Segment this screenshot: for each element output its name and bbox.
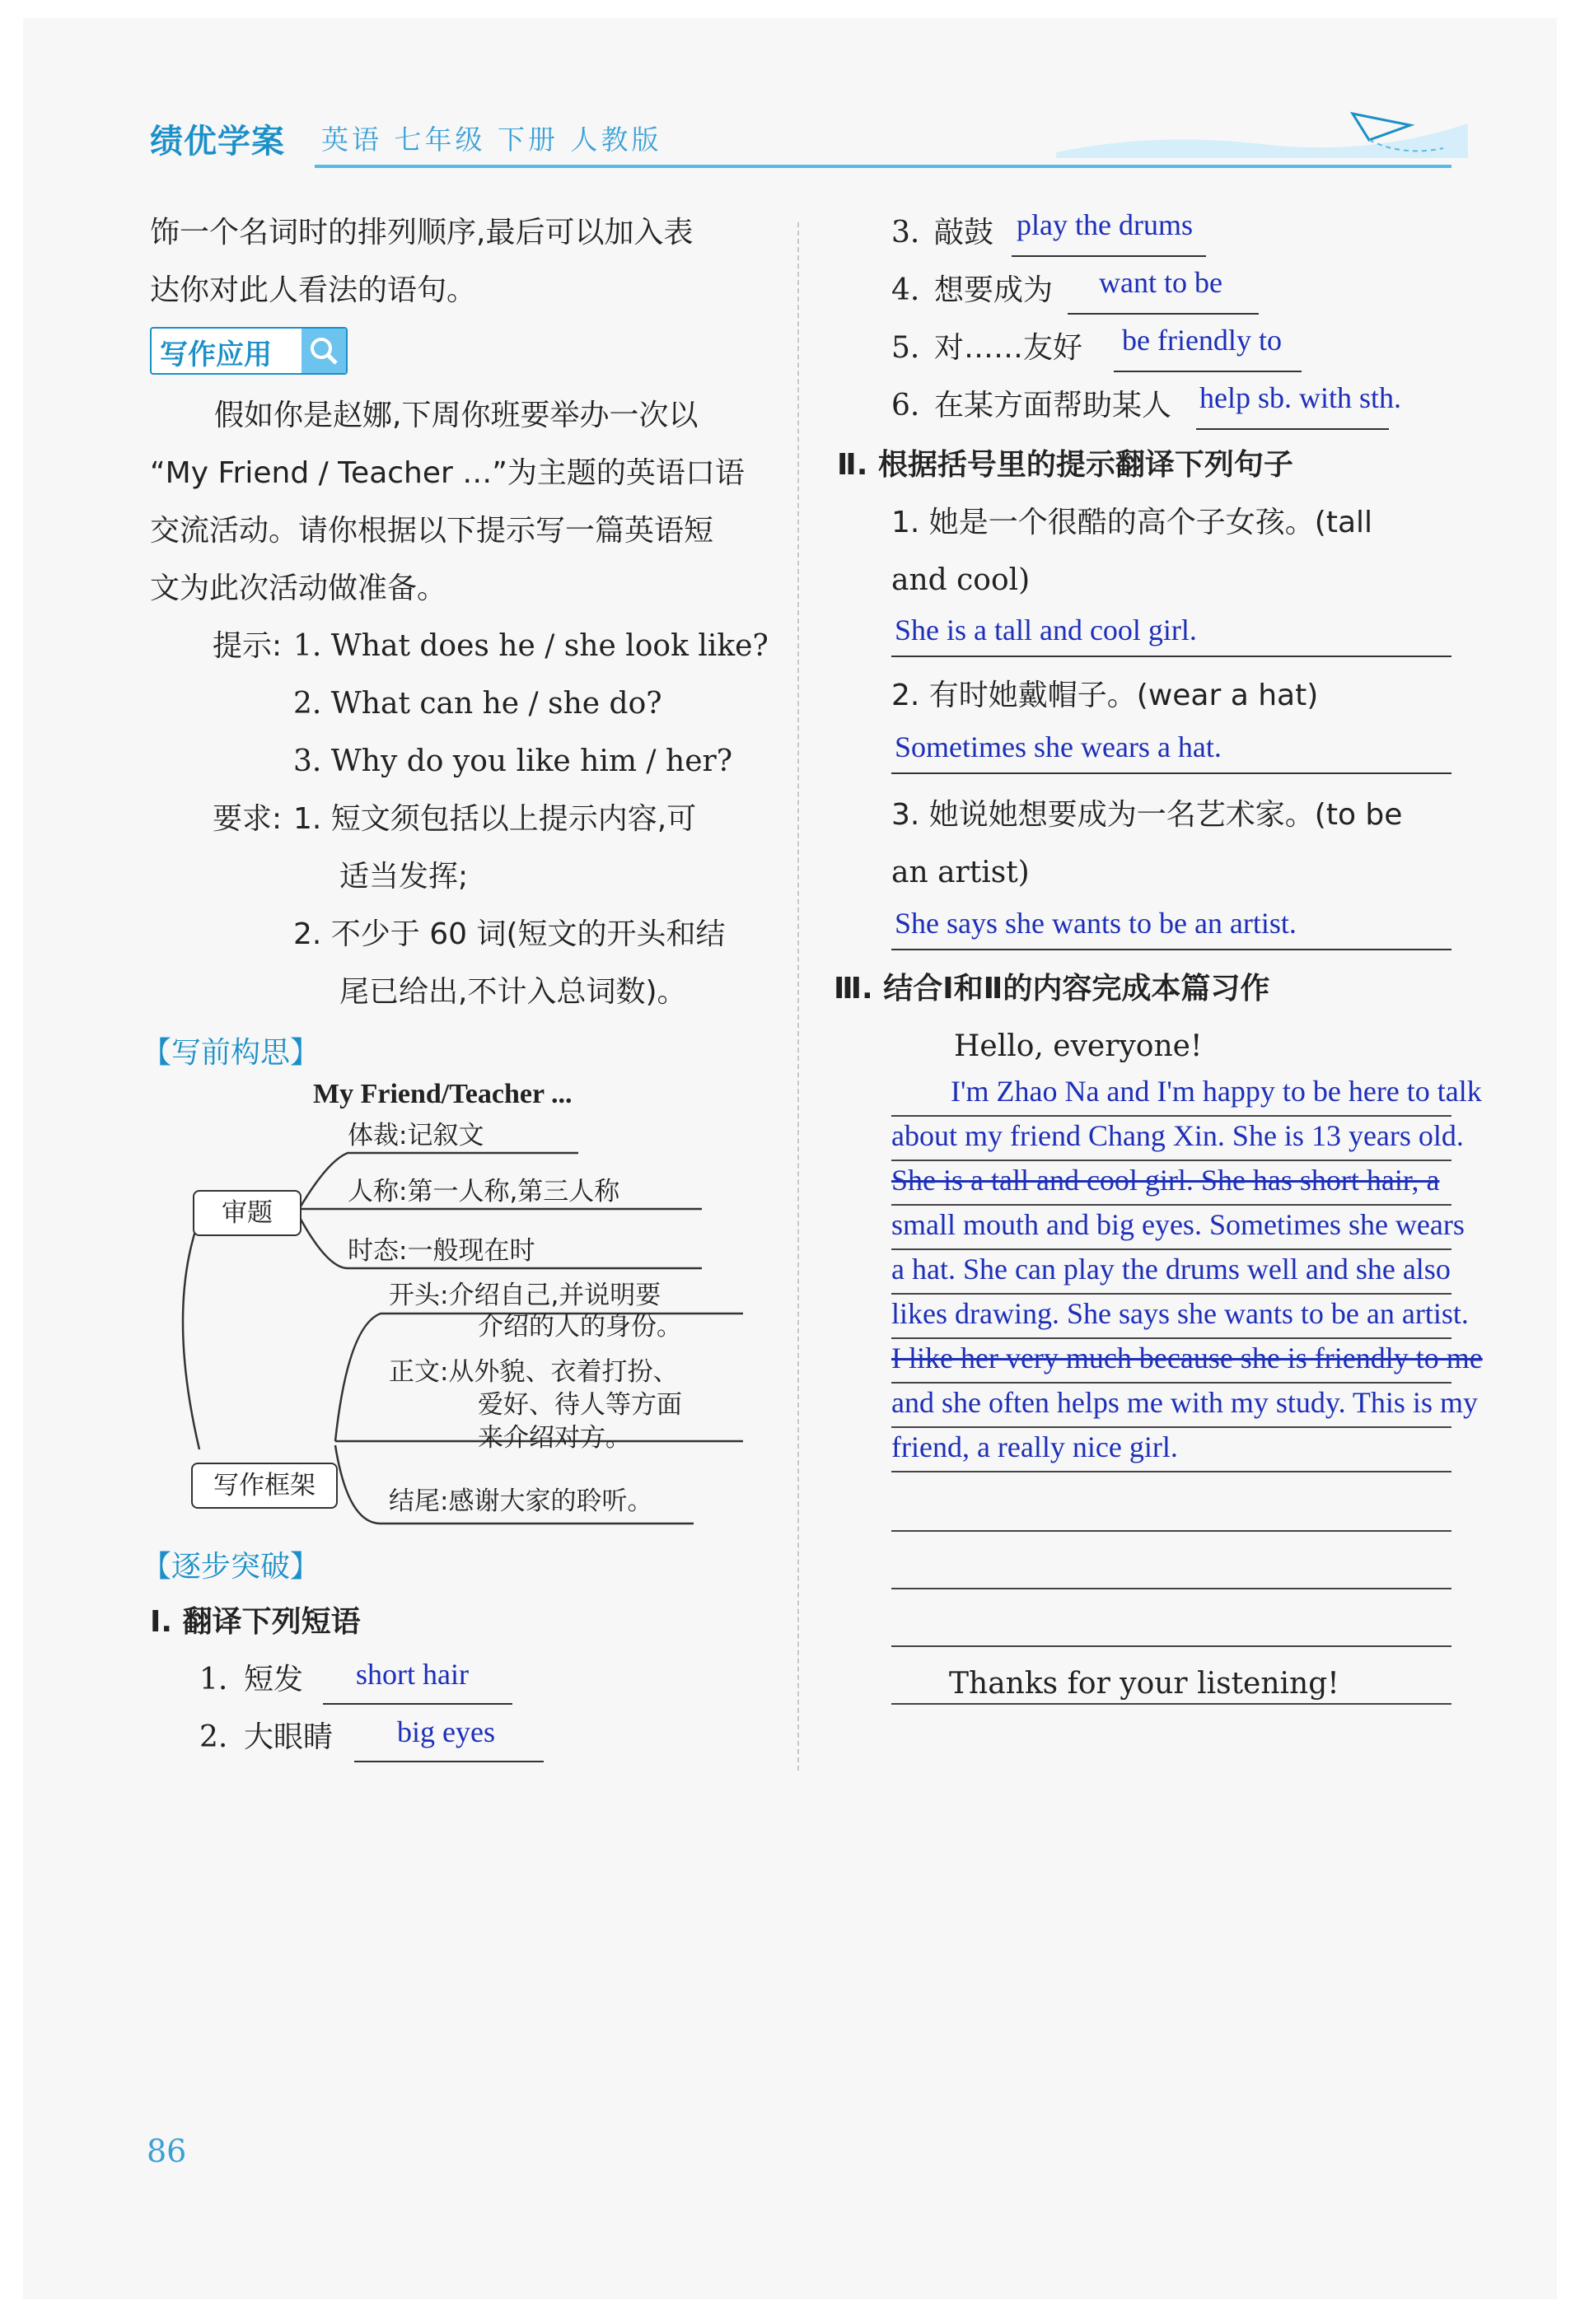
writing-line [891,1601,1451,1647]
task-line-3: 交流活动。请你根据以下提示写一篇英语短 [150,514,714,548]
page-number: 86 [147,2133,187,2169]
mind-node-framework: 写作框架 [191,1463,338,1509]
essay-line: a hat. She can play the drums well and she also [891,1253,1451,1286]
hint-item: 1. What does he / she look like? [293,629,769,663]
phrase-chinese: 对……友好 [934,331,1083,365]
page-header [150,115,1451,166]
section-3-title: Ⅲ. 结合Ⅰ和Ⅱ的内容完成本篇习作 [834,972,1270,1006]
header-subtitle: 英语 七年级 下册 人教版 [321,124,662,156]
hint-label: 提示: [213,629,283,663]
phrase-chinese: 大眼睛 [244,1720,334,1754]
phrase-answer: short hair [356,1658,469,1691]
mind-leaf: 结尾:感谢大家的聆听。 [389,1486,653,1516]
mind-leaf: 爱好、待人等方面 [478,1390,682,1420]
task-line-4: 文为此次活动做准备。 [150,572,447,605]
phrase-chinese: 短发 [244,1663,304,1696]
header-rule [315,165,1451,168]
section-1-title: Ⅰ. 翻译下列短语 [150,1605,361,1639]
phrase-answer: play the drums [1017,208,1193,241]
requirement-2a: 2. 不少于 60 词(短文的开头和结 [293,917,726,951]
requirement-1b: 适当发挥; [339,860,469,894]
phrase-number: 1. [199,1663,228,1696]
hint-item: 2. What can he / she do? [293,687,662,721]
mind-node-review: 审题 [193,1190,302,1236]
mind-map [150,1062,776,1540]
sentence-answer: She is a tall and cool girl. [895,614,1197,646]
writing-application-badge [150,327,348,375]
mind-leaf: 介绍的人的身份。 [478,1312,682,1342]
sentence-answer: Sometimes she wears a hat. [895,730,1222,763]
essay-greeting: Hello, everyone! [954,1029,1203,1063]
phrase-answer: want to be [1099,266,1222,299]
phrase-chinese: 敲鼓 [934,216,994,250]
phrase-answer: be friendly to [1122,324,1282,357]
writing-line [891,1486,1451,1532]
magnifier-icon [302,329,346,373]
mind-map-title: My Friend/Teacher ... [313,1079,573,1109]
essay-closing: Thanks for your listening! [949,1667,1339,1701]
sentence-prompt: 1. 她是一个很酷的高个子女孩。(tall [891,506,1373,539]
requirement-label: 要求: [213,802,283,836]
sentence-answer: She says she wants to be an artist. [895,907,1297,940]
mind-leaf: 来介绍对方。 [478,1423,631,1453]
phrase-number: 4. [891,273,920,307]
essay-line: I'm Zhao Na and I'm happy to be here to talk [951,1075,1482,1108]
hint-item: 3. Why do you like him / her? [293,744,733,778]
essay-line: I like her very much because she is friendly to me [891,1342,1483,1374]
phrase-number: 5. [891,331,920,365]
mind-leaf: 正文:从外貌、衣着打扮、 [389,1357,679,1387]
writing-line [891,1543,1451,1589]
prewrite-title: 【写前构思】 [142,1036,320,1070]
sentence-prompt-cont: and cool) [891,563,1031,597]
mind-leaf: 人称:第一人称,第三人称 [348,1177,620,1206]
phrase-answer: big eyes [397,1715,495,1748]
section-2-title: Ⅱ. 根据括号里的提示翻译下列句子 [837,448,1293,482]
task-line-2: “My Friend / Teacher …”为主题的英语口语 [150,456,745,490]
requirement-1a: 1. 短文须包括以上提示内容,可 [293,802,697,836]
essay-line: likes drawing. She says she wants to be an artist. [891,1297,1469,1330]
step-title: 【逐步突破】 [142,1550,320,1584]
essay-line: friend, a really nice girl. [891,1430,1178,1463]
sentence-prompt: 2. 有时她戴帽子。(wear a hat) [891,679,1319,712]
task-line-1: 假如你是赵娜,下周你班要举办一次以 [214,399,699,432]
phrase-chinese: 在某方面帮助某人 [934,389,1172,422]
essay-line: She is a tall and cool girl. She has short hair, a [891,1164,1440,1197]
sentence-prompt-cont: an artist) [891,856,1030,889]
phrase-number: 3. [891,216,920,250]
mind-leaf: 时态:一般现在时 [348,1236,535,1266]
badge-label: 写作应用 [160,338,272,371]
header-logo: 绩优学案 [150,123,285,161]
mind-leaf: 开头:介绍自己,并说明要 [389,1281,661,1310]
intro-line-2: 达你对此人看法的语句。 [150,273,477,307]
paper-plane-icon [1056,107,1468,165]
phrase-answer: help sb. with sth. [1199,381,1402,414]
phrase-chinese: 想要成为 [934,273,1054,307]
requirement-2b: 尾已给出,不计入总词数)。 [339,975,687,1009]
phrase-number: 6. [891,389,920,422]
essay-line: and she often helps me with my study. This is my [891,1386,1478,1419]
essay-line: small mouth and big eyes. Sometimes she wears [891,1208,1465,1241]
essay-line: about my friend Chang Xin. She is 13 years old. [891,1119,1464,1152]
mind-leaf: 体裁:记叙文 [348,1121,484,1150]
column-divider [797,222,799,1771]
sentence-prompt: 3. 她说她想要成为一名艺术家。(to be [891,798,1403,832]
intro-line-1: 饰一个名词时的排列顺序,最后可以加入表 [150,216,694,250]
phrase-number: 2. [199,1720,228,1754]
